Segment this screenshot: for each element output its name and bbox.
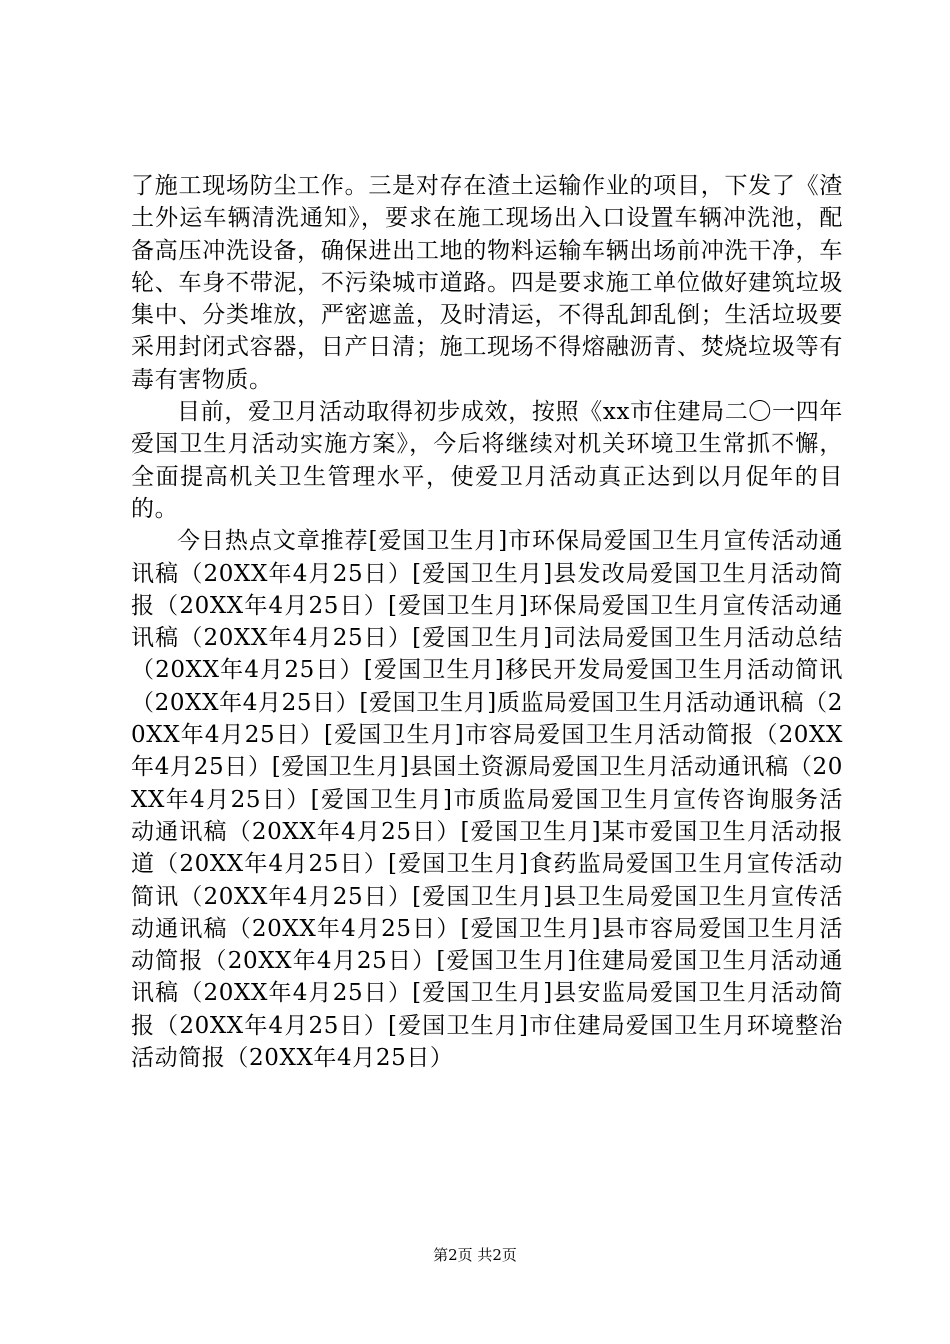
paragraph-dust-control: 了施工现场防尘工作。三是对存在渣土运输作业的项目，下发了《渣土外运车辆清洗通知》，要求在施工现场出入口设置车辆冲洗池，配备高压冲洗设备，确保进出工地的物料运输车辆出场前冲洗干净，车轮、车身不带泥，不污染城市道路。四是要求施工单位做好建筑垃圾集中、分类堆放，严密遮盖，及时清运，不得乱卸乱倒；生活垃圾要采用封闭式容器，日产日清；施工现场不得熔融沥青、焚烧垃圾等有毒有害物质。 bbox=[131, 173, 843, 393]
paragraph-recommended-articles: 今日热点文章推荐[爱国卫生月]市环保局爱国卫生月宣传活动通讯稿（20XX年4月25日）[爱国卫生月]县发改局爱国卫生月活动简报（20XX年4月25日）[爱国卫生月]环保局爱国卫生月宣传活动通讯稿（20XX年4月25日）[爱国卫生月]司法局爱国卫生月活动总结（20XX年4月25日）[爱国卫生月]移民开发局爱国卫生月活动简讯（20XX年4月25日）[爱国卫生月]质监局爱国卫生月活动通讯稿（20XX年4月25日）[爱国卫生月]市容局爱国卫生月活动简报（20XX年4月25日）[爱国卫生月]县国土资源局爱国卫生月活动通讯稿（20XX年4月25日）[爱国卫生月]市质监局爱国卫生月宣传咨询服务活动通讯稿（20XX年4月25日）[爱国卫生月]某市爱国卫生月活动报道（20XX年4月25日）[爱国卫生月]食药监局爱国卫生月宣传活动简讯（20XX年4月25日）[爱国卫生月]县卫生局爱国卫生月宣传活动通讯稿（20XX年4月25日）[爱国卫生月]县市容局爱国卫生月活动简报（20XX年4月25日）[爱国卫生月]住建局爱国卫生月活动通讯稿（20XX年4月25日）[爱国卫生月]县安监局爱国卫生月活动简报（20XX年4月25日）[爱国卫生月]市住建局爱国卫生月环境整治活动简报（20XX年4月25日） bbox=[131, 528, 843, 1072]
page-footer: 第2页 共2页 bbox=[433, 1246, 517, 1264]
paragraph-current-results: 目前，爱卫月活动取得初步成效，按照《xx市住建局二〇一四年爱国卫生月活动实施方案》，今后将继续对机关环境卫生常抓不懈，全面提高机关卫生管理水平，使爱卫月活动真正达到以月促年的目的。 bbox=[131, 399, 843, 522]
document-body bbox=[131, 170, 843, 1074]
